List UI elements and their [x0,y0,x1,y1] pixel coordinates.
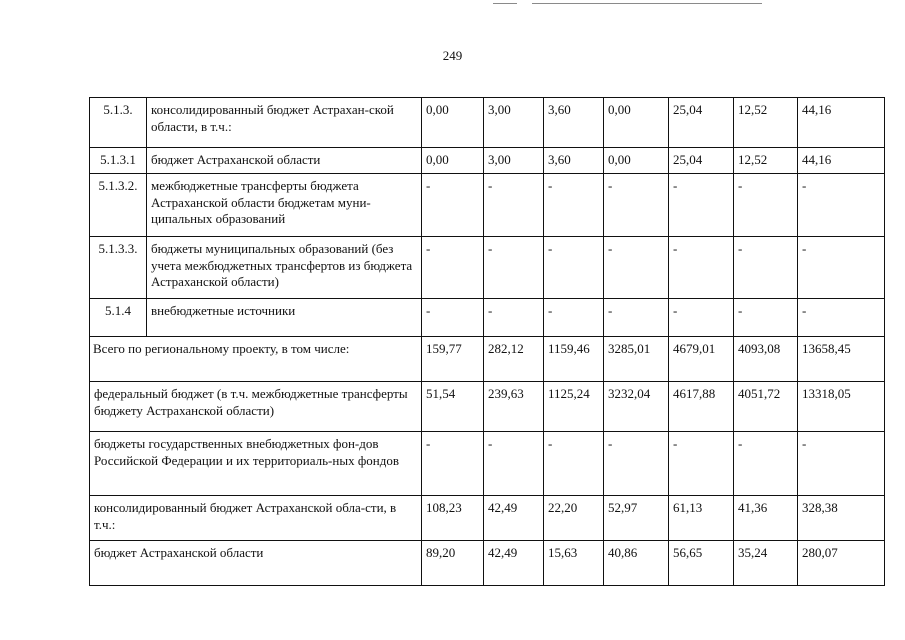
value-cell: - [798,299,885,337]
value-cell: 42,49 [484,541,544,586]
summary-label: бюджеты государственных внебюджетных фон-дов Российской Федерации и их территориаль-ных фондов [90,432,422,496]
value-cell: 56,65 [669,541,734,586]
value-cell: - [604,174,669,237]
value-cell: - [544,299,604,337]
summary-row [90,496,885,541]
value-cell: 52,97 [604,496,669,541]
value-cell: 3,00 [484,148,544,174]
value-cell: 4093,08 [734,337,798,382]
value-cell: 44,16 [798,98,885,148]
value-cell: 0,00 [422,148,484,174]
value-cell: - [669,299,734,337]
value-cell: 13658,45 [798,337,885,382]
value-cell: - [798,432,885,496]
value-cell: - [669,432,734,496]
value-cell: 25,04 [669,148,734,174]
value-cell: 280,07 [798,541,885,586]
summary-label: федеральный бюджет (в т.ч. межбюджетные трансферты бюджету Астраханской области) [90,382,422,432]
value-cell: 1159,46 [544,337,604,382]
value-cell: 12,52 [734,148,798,174]
value-cell: 3232,04 [604,382,669,432]
value-cell: 159,77 [422,337,484,382]
value-cell: - [484,237,544,299]
value-cell: - [544,432,604,496]
value-cell: 1125,24 [544,382,604,432]
value-cell: 3,60 [544,98,604,148]
value-cell: 22,20 [544,496,604,541]
value-cell: - [734,237,798,299]
table-row [90,237,885,299]
value-cell: 61,13 [669,496,734,541]
value-cell: - [484,432,544,496]
summary-label: бюджет Астраханской области [90,541,422,586]
value-cell: - [422,299,484,337]
value-cell: 51,54 [422,382,484,432]
row-code: 5.1.3. [90,98,147,148]
summary-row [90,432,885,496]
value-cell: - [544,174,604,237]
summary-label: консолидированный бюджет Астраханской обла-сти, в т.ч.: [90,496,422,541]
value-cell: - [734,174,798,237]
value-cell: - [669,237,734,299]
value-cell: 4051,72 [734,382,798,432]
value-cell: - [798,174,885,237]
value-cell: - [604,432,669,496]
value-cell: - [669,174,734,237]
value-cell: 328,38 [798,496,885,541]
row-code: 5.1.3.3. [90,237,147,299]
value-cell: 42,49 [484,496,544,541]
value-cell: 0,00 [422,98,484,148]
value-cell: - [422,174,484,237]
value-cell: 13318,05 [798,382,885,432]
value-cell: 25,04 [669,98,734,148]
table-row [90,299,885,337]
value-cell: 4617,88 [669,382,734,432]
scan-top-line-left [493,3,517,4]
value-cell: - [484,299,544,337]
value-cell: - [604,237,669,299]
value-cell: 3,00 [484,98,544,148]
summary-label: Всего по региональному проекту, в том числе: [90,337,422,382]
value-cell: 0,00 [604,98,669,148]
table-row [90,174,885,237]
summary-row [90,541,885,586]
scan-top-line-right [532,3,762,4]
page-number: 249 [442,48,463,63]
value-cell: 41,36 [734,496,798,541]
value-cell: 12,52 [734,98,798,148]
value-cell: 15,63 [544,541,604,586]
row-code: 5.1.3.1 [90,148,147,174]
value-cell: - [422,432,484,496]
value-cell: 40,86 [604,541,669,586]
value-cell: 0,00 [604,148,669,174]
value-cell: 282,12 [484,337,544,382]
value-cell: 89,20 [422,541,484,586]
summary-row [90,337,885,382]
row-label: бюджет Астраханской области [147,148,422,174]
value-cell: - [734,299,798,337]
budget-table [89,97,885,586]
row-code: 5.1.4 [90,299,147,337]
value-cell: 4679,01 [669,337,734,382]
summary-row [90,382,885,432]
value-cell: 44,16 [798,148,885,174]
value-cell: - [798,237,885,299]
value-cell: - [422,237,484,299]
value-cell: 239,63 [484,382,544,432]
value-cell: - [604,299,669,337]
row-label: внебюджетные источники [147,299,422,337]
table-row [90,98,885,148]
value-cell: - [484,174,544,237]
value-cell: - [734,432,798,496]
row-code: 5.1.3.2. [90,174,147,237]
table-row [90,148,885,174]
row-label: межбюджетные трансферты бюджета Астраханской области бюджетам муни-ципальных образований [147,174,422,237]
value-cell: 3,60 [544,148,604,174]
value-cell: 3285,01 [604,337,669,382]
value-cell: - [544,237,604,299]
row-label: бюджеты муниципальных образований (без учета межбюджетных трансфертов из бюджета Астраханской области) [147,237,422,299]
value-cell: 108,23 [422,496,484,541]
row-label: консолидированный бюджет Астрахан-ской области, в т.ч.: [147,98,422,148]
value-cell: 35,24 [734,541,798,586]
